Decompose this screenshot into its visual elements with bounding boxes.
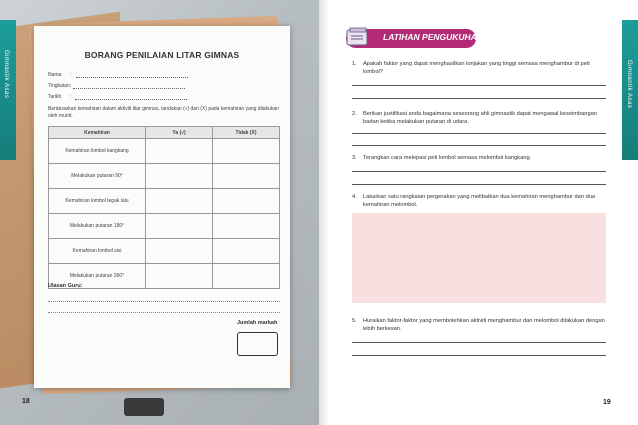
book-icon — [345, 26, 371, 48]
question-text: Berikan justifikasi anda bagaimana seseorang ahli gimnastik dapat mengawal keseimbangan badan ketika melakukan putaran di udara. — [363, 111, 597, 125]
question-text: Lakarkan satu rangkaian pergerakan yang melibatkan dua kemahiran menghambur dan dua kemahiran melombol. — [363, 194, 596, 208]
header-skill: Kemahiran — [49, 127, 146, 139]
field-label: Tarikh — [48, 94, 62, 100]
skill-cell: Melakukan putaran 360° — [49, 264, 146, 289]
answer-line[interactable] — [352, 145, 606, 146]
question-text: Apakah faktor yang dapat menghasilkan lonjakan yang tinggi semasa menghambur di peti lombol? — [363, 61, 590, 75]
table-header-row — [49, 127, 280, 139]
sketch-box[interactable] — [352, 213, 606, 303]
table-row — [49, 189, 280, 214]
table-row — [49, 239, 280, 264]
field-colon: : — [70, 94, 72, 100]
field-colon: : — [70, 72, 72, 78]
banner-title: LATIHAN PENGUKUHAN — [383, 32, 483, 42]
skill-cell: Melakukan putaran 180° — [49, 214, 146, 239]
review-line[interactable] — [48, 312, 280, 313]
no-cell[interactable] — [213, 139, 280, 164]
skills-table — [48, 126, 280, 289]
table-row — [49, 139, 280, 164]
section-tab-right — [622, 20, 638, 160]
header-yes: Ya (√) — [146, 127, 213, 139]
header-no: Tidak (X) — [213, 127, 280, 139]
total-marks-box[interactable] — [237, 332, 278, 356]
assessment-form — [34, 26, 290, 388]
skill-cell: Melakukan putaran 90° — [49, 164, 146, 189]
answer-line[interactable] — [352, 355, 606, 356]
total-marks-label: Jumlah markah — [237, 320, 278, 326]
field-line — [73, 83, 185, 89]
form-instruction: Berdasarkan kemahiran dalam aktiviti litar gimnas, tandakan (√) dan (X) pada kemahiran yang dilakukan oleh murid. — [48, 106, 279, 119]
teacher-review-label: Ulasan Guru: — [48, 283, 83, 289]
date-field — [48, 94, 187, 100]
no-cell[interactable] — [213, 189, 280, 214]
field-line — [76, 72, 188, 78]
question-2 — [352, 111, 606, 126]
yes-cell[interactable] — [146, 139, 213, 164]
question-4 — [352, 194, 606, 209]
field-label: Tingkatan — [48, 83, 70, 89]
table-row — [49, 164, 280, 189]
section-tab-label: Gimnastik Asas — [626, 60, 632, 109]
answer-line[interactable] — [352, 171, 606, 172]
class-field — [48, 83, 185, 89]
no-cell[interactable] — [213, 264, 280, 289]
question-number: 4. — [352, 194, 357, 200]
no-cell[interactable] — [213, 214, 280, 239]
answer-line[interactable] — [352, 133, 606, 134]
yes-cell[interactable] — [146, 239, 213, 264]
question-text: Terangkan cara melepasi peti lombol semasa melombol kangkang. — [363, 155, 532, 161]
skill-cell: Kemahiran lombol kangkang — [49, 139, 146, 164]
answer-line[interactable] — [352, 98, 606, 99]
page-gutter — [319, 0, 329, 425]
form-title: BORANG PENILAIAN LITAR GIMNAS — [84, 50, 240, 60]
question-3 — [352, 155, 606, 163]
question-number: 1. — [352, 61, 357, 67]
table-row — [49, 264, 280, 289]
page-number-right: 19 — [603, 399, 611, 406]
section-tab-left — [0, 20, 16, 160]
question-number: 3. — [352, 155, 357, 161]
field-line — [75, 94, 187, 100]
question-1 — [352, 61, 606, 76]
answer-line[interactable] — [352, 342, 606, 343]
table-row — [49, 214, 280, 239]
no-cell[interactable] — [213, 164, 280, 189]
section-tab-label: Gimnastik Asas — [3, 50, 9, 99]
answer-line[interactable] — [352, 85, 606, 86]
field-colon: : — [70, 83, 72, 89]
skill-cell: Kemahiran lombol sisi — [49, 239, 146, 264]
binder-clip — [124, 398, 164, 416]
review-line[interactable] — [48, 301, 280, 302]
question-text: Huraikan faktor-faktor yang membolehkan aktiviti menghambur dan melombol dilakukan dengan lebih berkesan. — [363, 318, 605, 332]
question-5 — [352, 318, 606, 333]
field-label: Nama — [48, 72, 62, 78]
yes-cell[interactable] — [146, 214, 213, 239]
yes-cell[interactable] — [146, 189, 213, 214]
question-number: 5. — [352, 318, 357, 324]
yes-cell[interactable] — [146, 164, 213, 189]
no-cell[interactable] — [213, 239, 280, 264]
page-number-left: 18 — [22, 398, 30, 405]
question-number: 2. — [352, 111, 357, 117]
skill-cell: Kemahiran lombol tegak lalu — [49, 189, 146, 214]
answer-line[interactable] — [352, 184, 606, 185]
yes-cell[interactable] — [146, 264, 213, 289]
name-field — [48, 72, 188, 78]
